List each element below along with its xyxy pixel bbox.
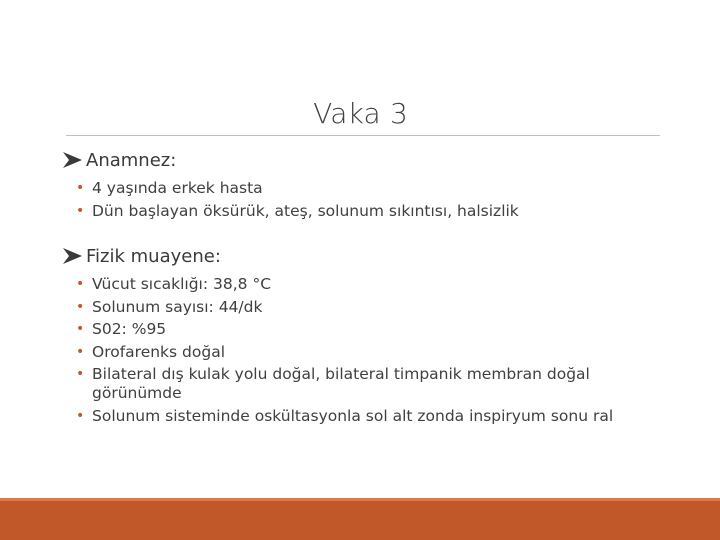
arrow-bullet-icon [62,150,84,170]
footer-accent-line [0,498,720,501]
list-item [62,365,662,403]
list-item [62,179,662,198]
list-item-text: Solunum sayısı: 44/dk [92,297,263,316]
section-fizik-muayene [62,242,662,429]
bullet-list [62,275,662,426]
bullet-dot-icon: • [76,407,85,424]
bullet-dot-icon: • [76,298,85,315]
section-anamnez [62,146,662,224]
bullet-list [62,179,662,221]
bullet-dot-icon: • [76,202,85,219]
list-item-text: Bilateral dış kulak yolu doğal, bilateral timpanik membran doğal görünümde [92,365,590,402]
arrow-bullet-icon [62,246,84,266]
list-item-text: Solunum sisteminde oskültasyonla sol alt zonda inspiryum sonu ral [92,406,614,425]
list-item-text: Vücut sıcaklığı: 38,8 °C [92,275,272,293]
bullet-dot-icon: • [76,276,85,292]
bullet-dot-icon: • [76,343,85,360]
title-divider [66,135,660,136]
list-item [62,407,662,426]
section-heading-text: Fizik muayene: [86,245,221,267]
list-item [62,202,662,221]
slide-title: Vaka 3 [313,97,408,130]
section-heading-text: Anamnez: [86,149,177,171]
bullet-dot-icon: • [76,180,85,196]
section-heading [62,146,662,174]
bullet-dot-icon: • [76,321,85,337]
list-item-text: Orofarenks doğal [92,342,226,361]
footer-accent-bar [0,498,720,540]
list-item [62,275,662,294]
list-item-text: 4 yaşında erkek hasta [92,179,263,197]
list-item [62,343,662,362]
list-item [62,320,662,339]
list-item-text: Dün başlayan öksürük, ateş, solunum sıkıntısı, halsizlik [92,201,519,220]
bullet-dot-icon: • [76,366,85,382]
list-item [62,298,662,317]
list-item-text: S02: %95 [92,320,167,338]
section-heading [62,242,662,270]
